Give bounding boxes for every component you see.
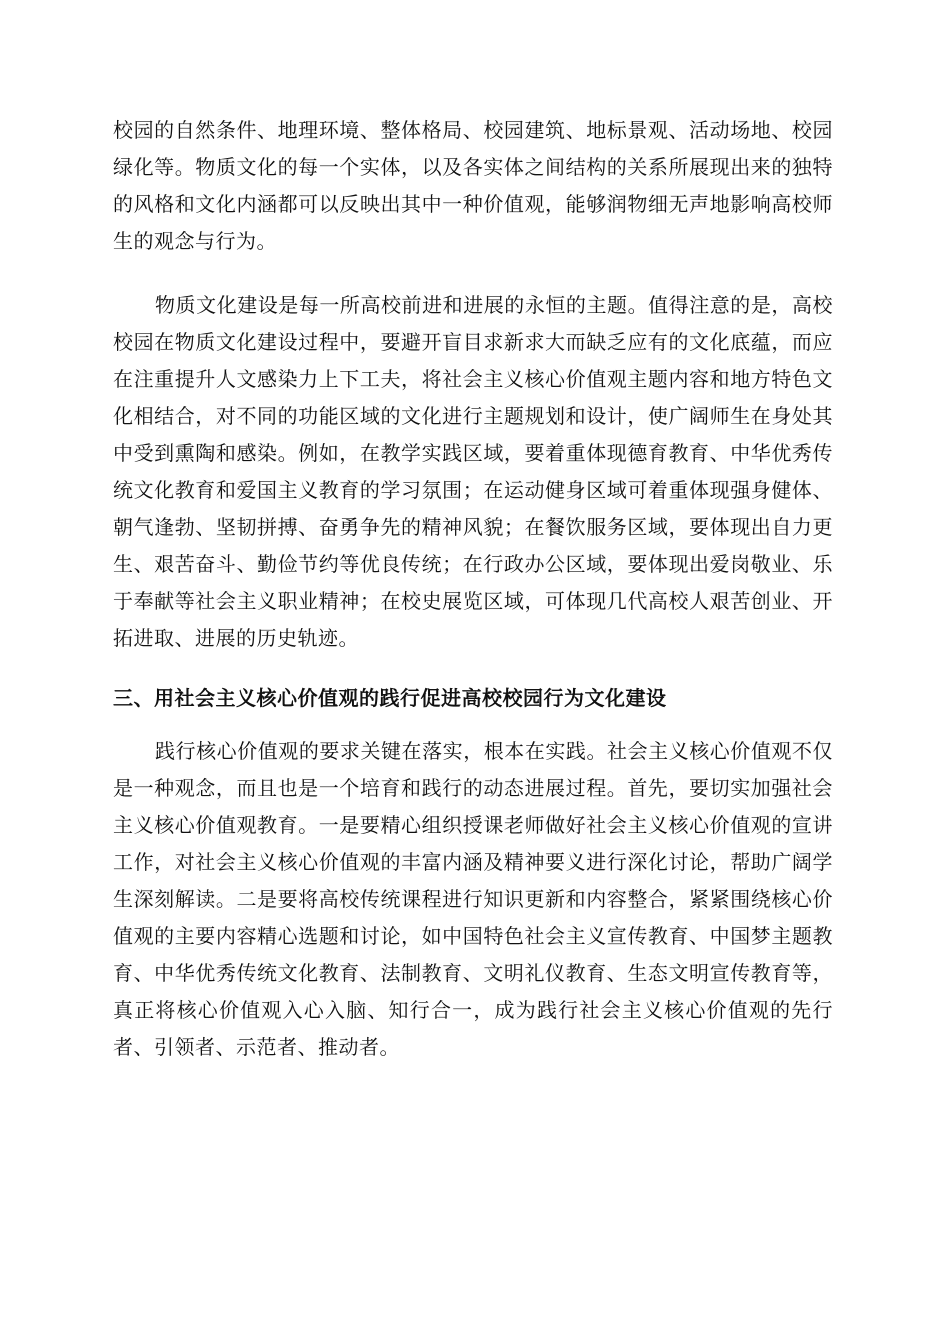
paragraph-campus-material-culture: 校园的自然条件、地理环境、整体格局、校园建筑、地标景观、活动场地、校园绿化等。物质文化的每一个实体，以及各实体之间结构的关系所展现出来的独特的风格和文化内涵都可以反映出其中一种价值观，能够润物细无声地影响高校师生的观念与行为。	[113, 118, 833, 253]
section-heading-three: 三、用社会主义核心价值观的践行促进高校校园行为文化建设	[113, 686, 667, 710]
paragraph-practice-core-values: 践行核心价值观的要求关键在落实，根本在实践。社会主义核心价值观不仅是一种观念，而且也是一个培育和践行的动态进展过程。首先，要切实加强社会主义核心价值观教育。一是要精心组织授课老师做好社会主义核心价值观的宣讲工作，对社会主义核心价值观的丰富内涵及精神要义进行深化讨论，帮助广阔学生深刻解读。二是要将高校传统课程进行知识更新和内容整合，紧紧围绕核心价值观的主要内容精心选题和讨论，如中国特色社会主义宣传教育、中国梦主题教育、中华优秀传统文化教育、法制教育、文明礼仪教育、生态文明宣传教育等，真正将核心价值观入心入脑、知行合一，成为践行社会主义核心价值观的先行者、引领者、示范者、推动者。	[113, 739, 833, 1059]
document-body	[113, 112, 833, 1066]
paragraph-material-culture-construction: 物质文化建设是每一所高校前进和进展的永恒的主题。值得注意的是，高校校园在物质文化建设过程中，要避开盲目求新求大而缺乏应有的文化底蕴，而应在注重提升人文感染力上下工夫，将社会主义核心价值观主题内容和地方特色文化相结合，对不同的功能区域的文化进行主题规划和设计，使广阔师生在身处其中受到熏陶和感染。例如，在教学实践区域，要着重体现德育教育、中华优秀传统文化教育和爱国主义教育的学习氛围；在运动健身区域可着重体现强身健体、朝气逢勃、坚韧拼搏、奋勇争先的精神风貌；在餐饮服务区域，要体现出自力更生、艰苦奋斗、勤俭节约等优良传统；在行政办公区域，要体现出爱岗敬业、乐于奉献等社会主义职业精神；在校史展览区域，可体现几代高校人艰苦创业、开拓进取、进展的历史轨迹。	[113, 293, 833, 650]
